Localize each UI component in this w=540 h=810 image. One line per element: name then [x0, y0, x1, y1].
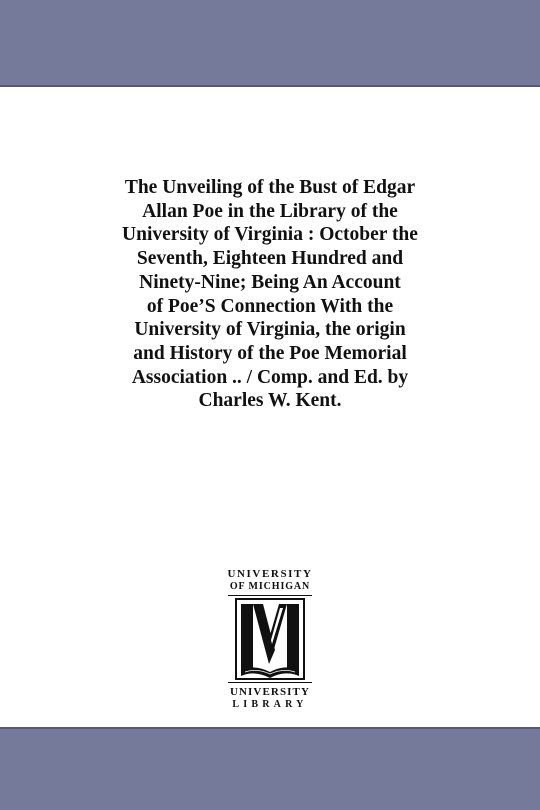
logo-of-michigan-text: OF MICHIGAN — [229, 581, 311, 592]
title-line: Charles W. Kent. — [198, 390, 342, 412]
top-color-band — [0, 0, 540, 87]
title-line: Seventh, Eighteen Hundred and — [136, 248, 404, 270]
title-line: Allan Poe in the Library of the — [142, 200, 398, 222]
university-of-michigan-m-seal-icon — [235, 598, 305, 680]
logo-divider — [228, 682, 312, 683]
title-line: of Poe’S Connection With the — [146, 295, 394, 317]
logo-university-text: UNIVERSITY — [227, 568, 313, 580]
book-title — [60, 176, 480, 413]
logo-library-text: LIBRARY — [232, 699, 308, 710]
title-line: The Unveiling of the Bust of Edgar — [124, 177, 416, 198]
logo-university-text: UNIVERSITY — [229, 686, 311, 698]
title-line: University of Virginia, the origin — [134, 319, 406, 341]
university-library-logo — [222, 568, 318, 716]
bottom-color-band — [0, 727, 540, 810]
title-line: Association .. / Comp. and Ed. by — [131, 366, 409, 388]
title-line: Ninety-Nine; Being An Account — [139, 271, 401, 293]
title-line: and History of the Poe Memorial — [133, 342, 407, 364]
logo-divider — [228, 595, 312, 596]
title-line: University of Virginia : October the — [122, 224, 418, 246]
